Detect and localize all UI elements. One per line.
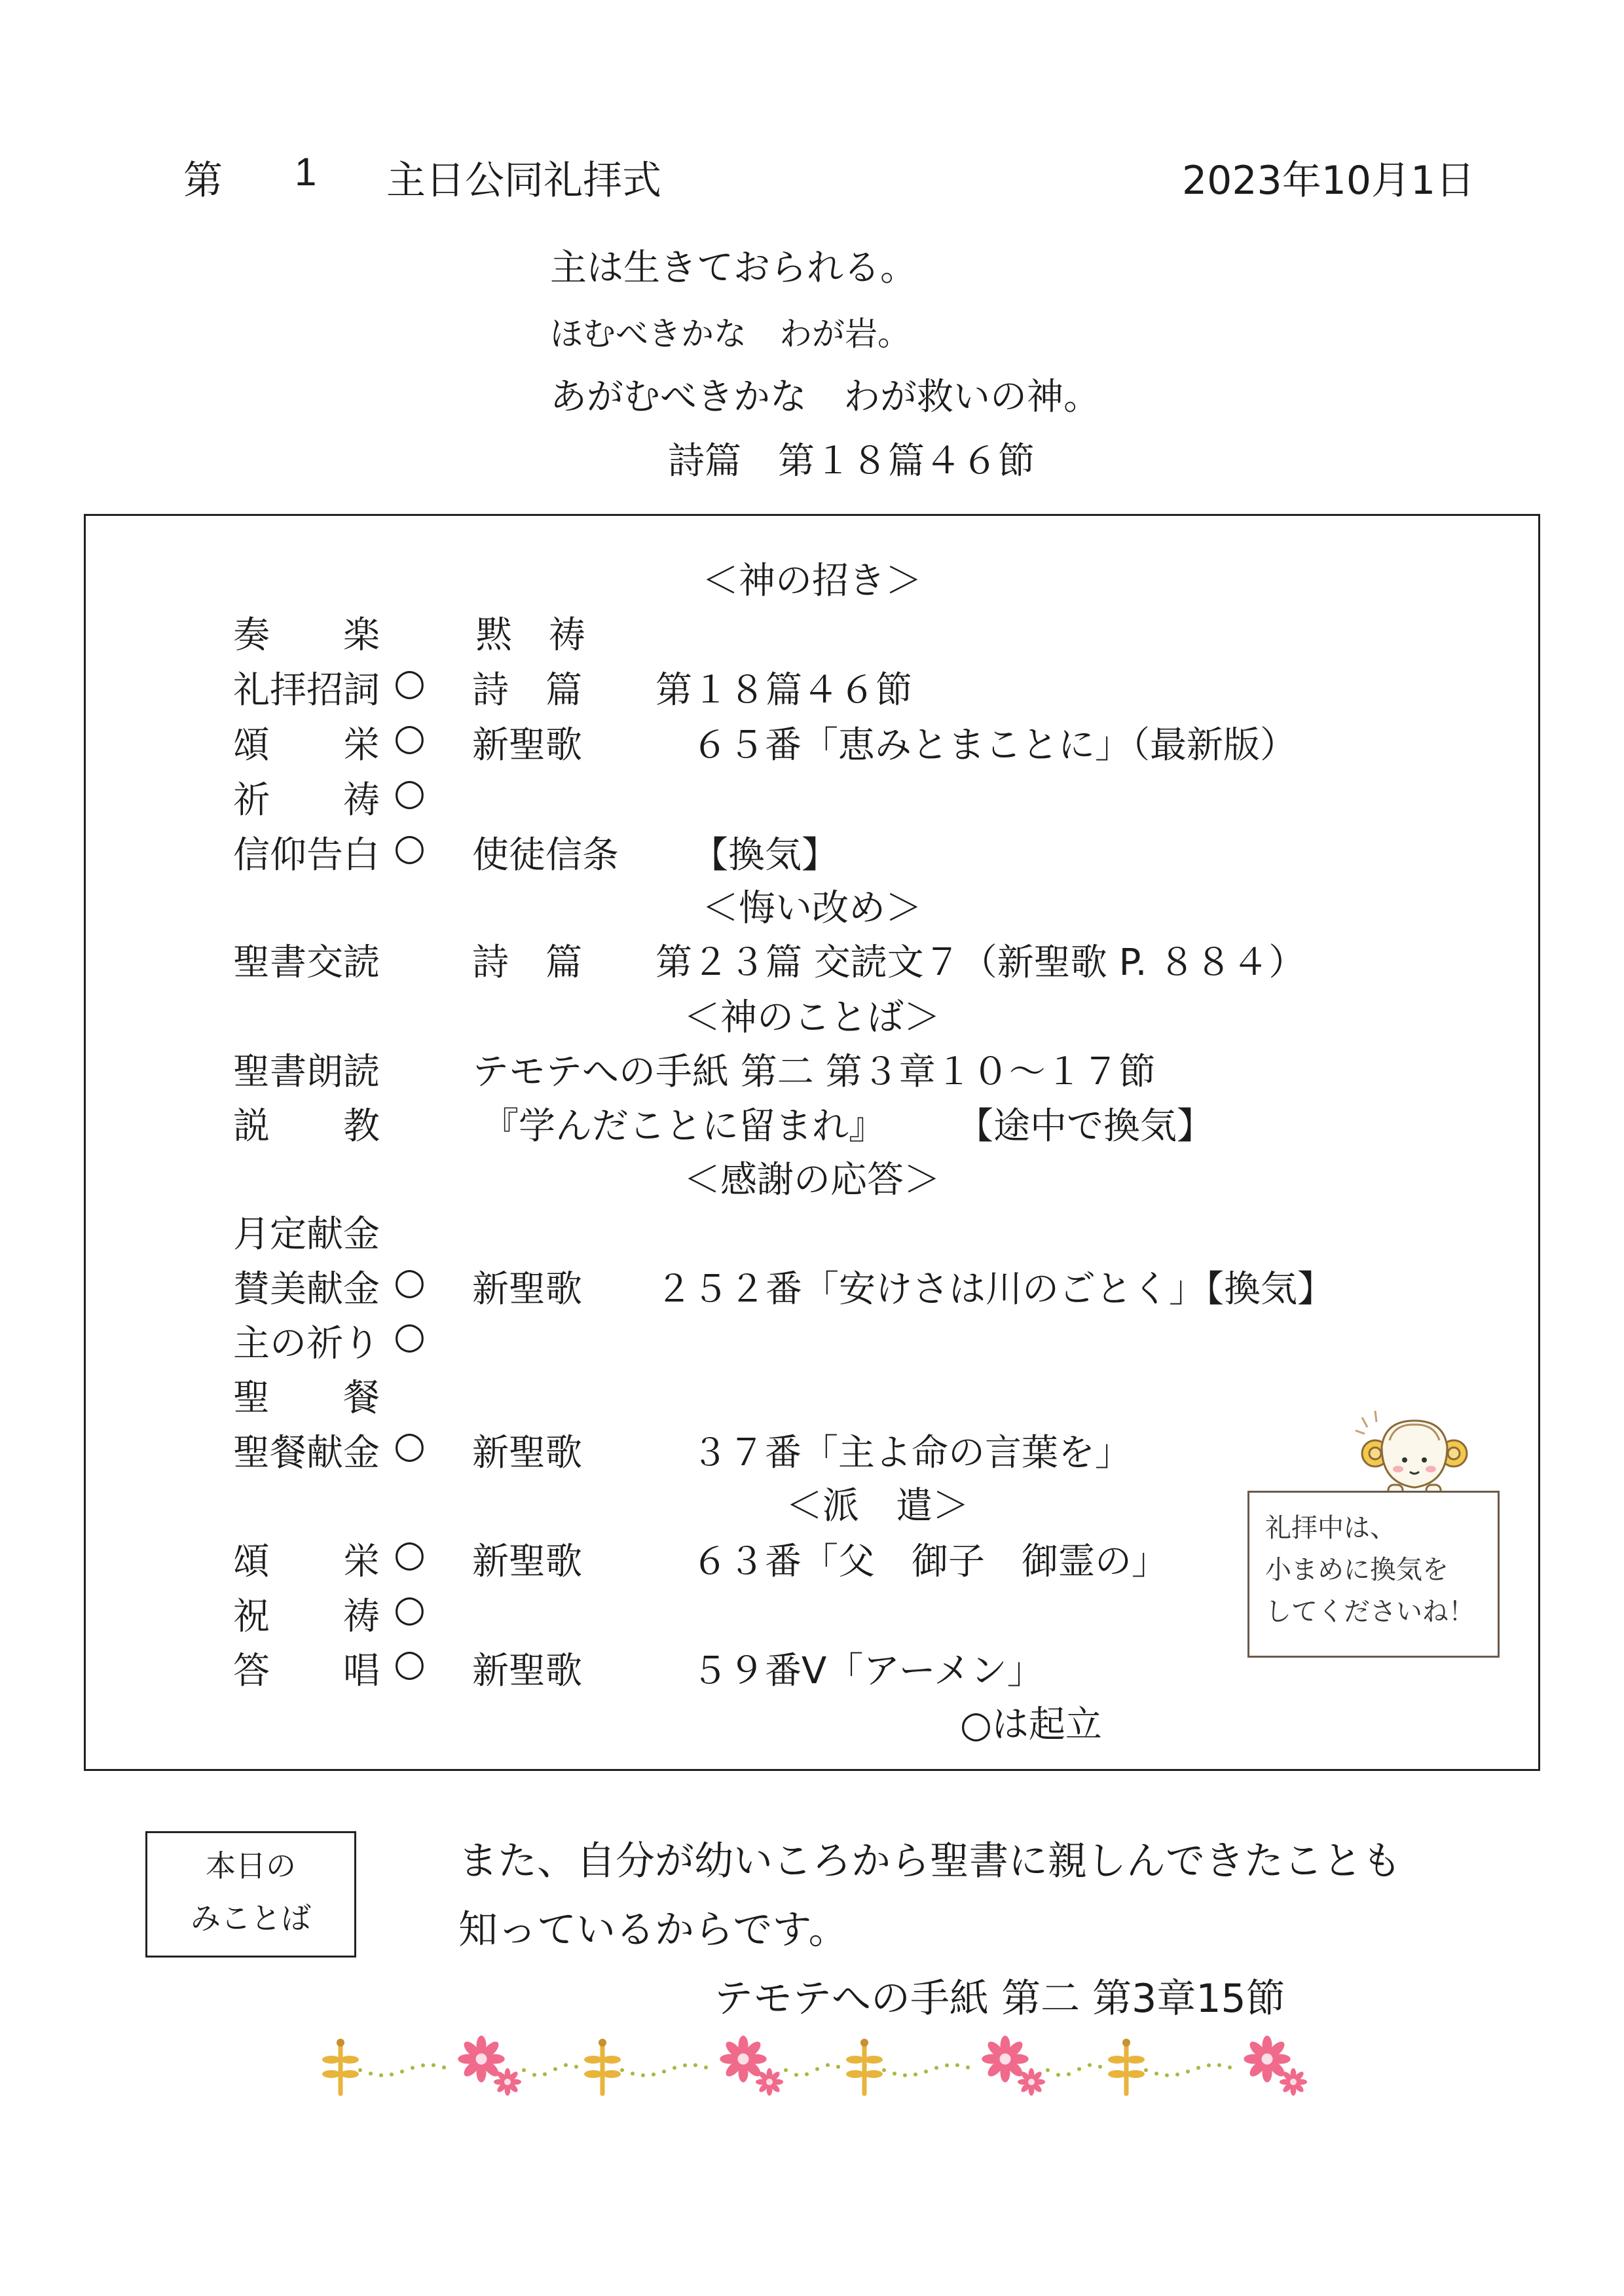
vine-dot [826, 2063, 830, 2067]
program-row [86, 1369, 1538, 1424]
program-row [86, 1097, 1538, 1152]
standing-mark: ○ [394, 826, 426, 869]
vine-dot [358, 2068, 362, 2072]
vine-dot [432, 2063, 435, 2067]
ventilation-note-card [1247, 1491, 1500, 1658]
section-heading: ＜感謝の応答＞ [684, 1159, 940, 1201]
program-item-name: 信仰告白 [233, 834, 380, 877]
vine-dot [1217, 2063, 1221, 2067]
program-item-name: 頌 栄 [233, 724, 380, 767]
vine-dot [934, 2066, 938, 2070]
program-item-kind: 新聖歌 [472, 1268, 582, 1311]
vine-dot [564, 2063, 568, 2067]
program-item-name: 聖書交読 [233, 941, 380, 984]
service-number: 1 [295, 150, 317, 194]
standing-mark: ○ [394, 1533, 426, 1575]
vine-dot [1165, 2073, 1169, 2077]
decorative-border [314, 2030, 1323, 2115]
vine-dot [543, 2072, 547, 2076]
program-item-name: 祝 祷 [233, 1595, 380, 1638]
dragonfly-icon [322, 2039, 359, 2094]
standing-mark: ○ [394, 1260, 426, 1303]
todays-word-line-2: 知っているからです。 [458, 1907, 848, 1953]
program-item-detail: 【換気】 [692, 834, 838, 877]
todays-word-label-box [145, 1831, 356, 1958]
program-item-name: 聖 餐 [233, 1377, 380, 1419]
flower-icon [1018, 2068, 1045, 2096]
program-row [86, 934, 1538, 989]
standing-mark: ○ [394, 661, 426, 704]
vine-dot [553, 2067, 557, 2071]
todays-word-reference: テモテへの手紙 第二 第3章15節 [714, 1976, 1285, 2022]
section-heading: ＜神のことば＞ [684, 996, 940, 1039]
program-item-name: 聖書朗読 [233, 1051, 380, 1093]
vine-dot [631, 2071, 635, 2075]
standing-mark: ○ [394, 1588, 426, 1630]
vine-dot [966, 2066, 970, 2069]
vine-dot [704, 2066, 708, 2069]
program-item-detail: 第１８篇４６節 [655, 669, 912, 712]
vine-dot [955, 2063, 959, 2067]
program-row [86, 1043, 1538, 1098]
vine-dot [379, 2073, 383, 2077]
vine-dot [882, 2068, 886, 2072]
vine-dot [652, 2073, 655, 2077]
vine-dot [421, 2064, 425, 2068]
vine-dot [1046, 2068, 1050, 2072]
vine-dot [390, 2073, 394, 2077]
vine-dot [673, 2066, 676, 2070]
flower-icon [982, 2035, 1028, 2082]
vine-dot [532, 2073, 536, 2077]
section-heading: ＜派 遣＞ [786, 1485, 969, 1527]
program-item-detail: ３７番「主よ命の言葉を」 [692, 1432, 1132, 1474]
note-line: してくださいね！ [1265, 1597, 1475, 1627]
program-item-name: 月定献金 [233, 1213, 380, 1256]
todays-word-line-1: また、自分が幼いころから聖書に親しんできたことも [458, 1838, 1401, 1884]
program-item-detail: ６３番「父 御子 御霊の」 [692, 1540, 1168, 1583]
program-item-kind: テモテへの手紙 第二 第３章１０～１７節 [472, 1051, 1156, 1093]
vine-dot [1077, 2067, 1081, 2071]
program-item-kind: 『学んだことに留まれ』 [482, 1105, 885, 1148]
program-item-detail: 第２３篇 交読文７（新聖歌 P. ８８４） [655, 941, 1306, 984]
vine-dot [400, 2069, 404, 2073]
standing-legend: ○は起立 [960, 1704, 1102, 1746]
program-item-name: 聖餐献金 [233, 1432, 380, 1474]
program-item-kind: 新聖歌 [472, 1650, 582, 1692]
flower-icon [458, 2035, 504, 2082]
program-row [86, 661, 1538, 716]
vine-dot [815, 2067, 819, 2071]
sheep-illustration [1349, 1401, 1480, 1506]
standing-mark: ○ [394, 1315, 426, 1357]
dragonfly-icon [1108, 2039, 1145, 2094]
service-title: 主日公同礼拝式 [386, 158, 661, 204]
standing-mark: ○ [394, 1642, 426, 1685]
program-item-detail: 【途中で換気】 [957, 1105, 1213, 1148]
service-label: 第 [183, 158, 223, 204]
verse-reference: 詩篇 第１８篇４６節 [668, 440, 1035, 483]
program-item-kind: 詩 篇 [472, 941, 582, 984]
program-item-name: 奏 楽 [233, 614, 380, 657]
program-item-name: 主の祈り [233, 1322, 380, 1365]
program-item-detail: ２５２番「安けさは川のごとく」【換気】 [655, 1268, 1334, 1311]
vine-dot [620, 2068, 624, 2072]
vine-dot [369, 2071, 373, 2075]
program-item-name: 説 教 [233, 1105, 380, 1148]
vine-dot [1186, 2069, 1190, 2073]
program-item-kind: 使徒信条 [472, 834, 619, 877]
note-line: 礼拝中は、 [1265, 1513, 1396, 1543]
note-line: 小まめに換気を [1265, 1555, 1449, 1585]
dragonfly-icon [846, 2039, 883, 2094]
vine-dot [1175, 2073, 1179, 2077]
program-item-name: 祈 祷 [233, 779, 380, 822]
vine-dot [805, 2072, 809, 2076]
verse-line-2: ほむべきかな わが岩。 [550, 315, 910, 353]
program-row [86, 1424, 1538, 1479]
verse-line-3: あがむべきかな わが救いの神。 [550, 376, 1100, 418]
program-item-detail: ６５番「恵みとまことに」（最新版） [692, 724, 1297, 767]
todays-word-label-line: 本日の [206, 1848, 296, 1884]
program-row [86, 1205, 1538, 1260]
vine-dot [945, 2064, 949, 2068]
flower-icon [1244, 2035, 1290, 2082]
section-heading: ＜神の招き＞ [702, 560, 922, 602]
vine-dot [683, 2064, 687, 2068]
program-item-kind: 黙 祷 [475, 614, 585, 657]
vine-dot [1196, 2066, 1200, 2070]
program-row [86, 716, 1538, 771]
flower-icon [720, 2035, 766, 2082]
program-item-name: 頌 栄 [233, 1540, 380, 1583]
vine-dot [1067, 2072, 1071, 2076]
program-row [86, 1315, 1538, 1370]
vine-dot [641, 2073, 645, 2077]
program-item-kind: 新聖歌 [472, 1540, 582, 1583]
flower-icon [1280, 2068, 1307, 2096]
dragonfly-icon [584, 2039, 621, 2094]
vine-dot [1144, 2068, 1148, 2072]
program-item-name: 礼拝招詞 [233, 669, 380, 712]
standing-mark: ○ [394, 1424, 426, 1467]
program-item-kind: 新聖歌 [472, 724, 582, 767]
program-item-kind: 新聖歌 [472, 1432, 582, 1474]
vine-dot [924, 2069, 928, 2073]
standing-mark: ○ [394, 771, 426, 814]
vine-dot [794, 2073, 798, 2077]
program-row [86, 606, 1538, 661]
vine-dot [662, 2069, 666, 2073]
vine-dot [574, 2065, 578, 2069]
program-row [86, 771, 1538, 826]
vine-dot [1207, 2064, 1211, 2068]
program-item-name: 賛美献金 [233, 1268, 380, 1311]
vine-dot [784, 2068, 788, 2072]
vine-dot [1228, 2066, 1232, 2069]
program-row [86, 826, 1538, 881]
program-item-name: 答 唱 [233, 1650, 380, 1692]
program-item-detail: ５９番V「アーメン」 [692, 1650, 1044, 1692]
program-row [86, 1260, 1538, 1315]
service-date: 2023年10月1日 [1182, 158, 1475, 204]
program-row [86, 1696, 1538, 1751]
vine-dot [693, 2063, 697, 2067]
flower-icon [756, 2068, 783, 2096]
vine-dot [522, 2068, 526, 2072]
standing-mark: ○ [394, 716, 426, 759]
flower-icon [494, 2068, 521, 2096]
todays-word-label-line: みことば [191, 1901, 311, 1936]
vine-dot [1154, 2071, 1158, 2075]
vine-dot [836, 2065, 840, 2069]
vine-dot [893, 2071, 896, 2075]
program-item-kind: 詩 篇 [472, 669, 582, 712]
verse-line-1: 主は生きておられる。 [550, 247, 917, 289]
vine-dot [1088, 2063, 1092, 2067]
vine-dot [903, 2073, 907, 2077]
vine-dot [913, 2073, 917, 2077]
vine-dot [1056, 2073, 1060, 2077]
vine-dot [411, 2066, 415, 2070]
vine-dot [1098, 2065, 1102, 2069]
vine-dot [442, 2066, 446, 2069]
section-heading: ＜悔い改め＞ [702, 887, 922, 930]
